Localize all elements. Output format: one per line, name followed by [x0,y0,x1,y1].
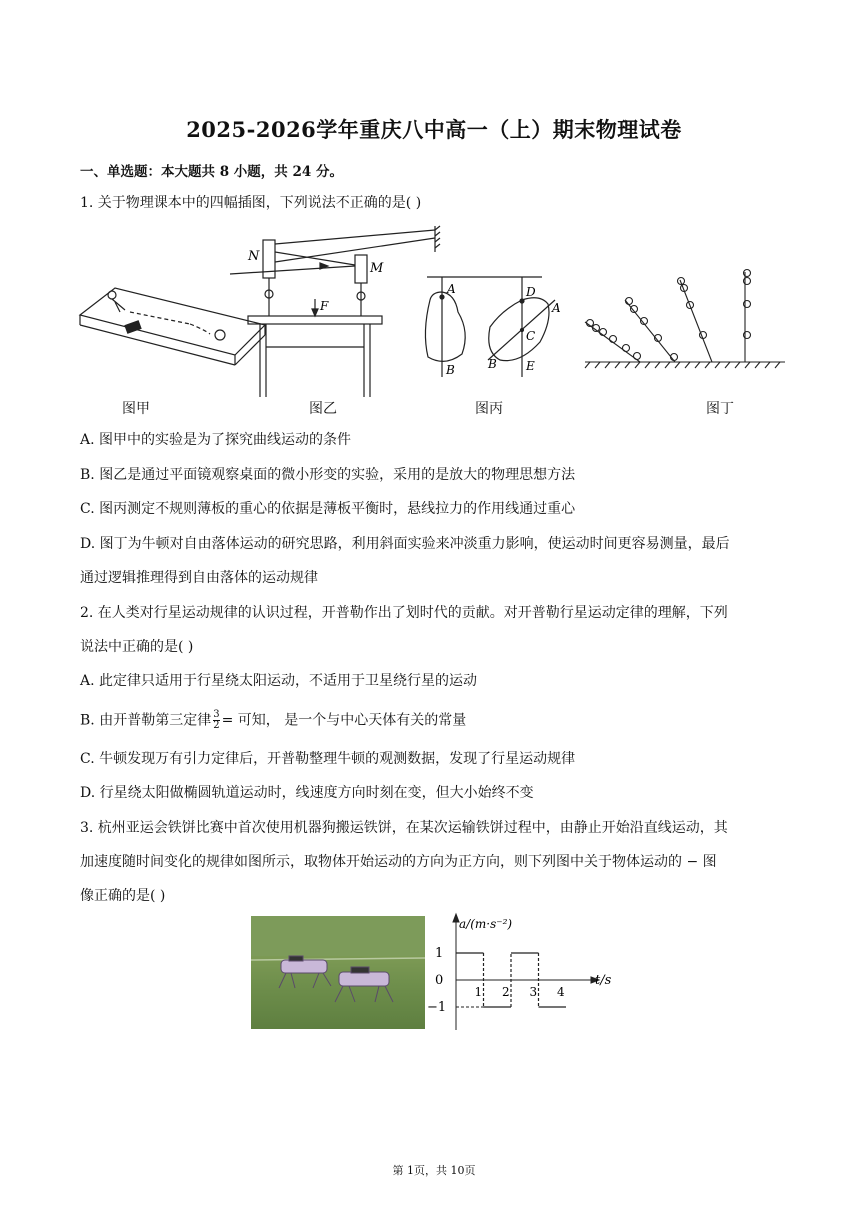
page-title: 2025-2026学年重庆八中高一（上）期末物理试卷 [186,117,682,142]
figure-yi [230,226,440,397]
x-tick-label: 3 [529,985,538,999]
x-axis-label: t/s [595,973,612,988]
label-E: E [526,359,535,373]
page-footer: 第 1页，共 10页 [392,1164,476,1177]
caption-jia: 图甲 [122,401,150,417]
x-tick-label: 2 [502,985,510,999]
q2-option-b-prefix: B. 由开普勒第三定律 [80,712,212,729]
section-heading: 一、单选题：本大题共 8 小题，共 24 分。 [80,164,343,180]
q1-option-b: B. 图乙是通过平面镜观察桌面的微小形变的实验，采用的是放大的物理思想方法 [80,467,576,483]
q1-option-d: D. 图丁为牛顿对自由落体运动的研究思路，利用斜面实验来冲淡重力影响，使运动时间更容易测量，最后 [80,536,730,552]
q2-option-c: C. 牛顿发现万有引力定律后，开普勒整理牛顿的观测数据，发现了行星运动规律 [80,751,576,767]
q2-option-a: A. 此定律只适用于行星绕太阳运动，不适用于卫星绕行星的运动 [80,673,478,689]
label-F: F [320,299,329,313]
label-M: M [370,261,384,276]
label-A2: A [552,301,561,315]
x-tick-label: 4 [557,985,565,999]
label-B1: B [446,363,455,377]
caption-yi: 图乙 [309,401,337,417]
y-tick-label: −1 [427,1000,447,1015]
label-B2: B [488,357,497,371]
caption-bing: 图丙 [475,401,503,417]
robot-dog-2 [335,967,393,1002]
q3-stem: 3. 杭州亚运会铁饼比赛中首次使用机器狗搬运铁饼，在某次运输铁饼过程中，由静止开始沿直线运动，其 [80,820,728,836]
fraction-numerator: 3 [213,709,220,720]
y-tick-label: 0 [435,973,444,988]
q1-figures [70,222,800,397]
label-A1: A [447,282,456,296]
label-D: D [526,285,536,299]
caption-ding: 图丁 [706,401,734,417]
q1-option-d-cont: 通过逻辑推理得到自由落体的运动规律 [80,570,318,586]
q2-option-b [80,710,790,731]
figure-jia [80,288,265,365]
q3-stem-end: 像正确的是( ) [80,888,166,904]
q1-option-a: A. 图甲中的实验是为了探究曲线运动的条件 [80,432,352,448]
robot-dog-1 [279,956,331,988]
label-N: N [248,249,260,264]
q2-stem-cont: 说法中正确的是( ) [80,639,194,655]
q1-stem: 1. 关于物理课本中的四幅插图，下列说法不正确的是( ) [80,195,422,211]
q2-option-b-fraction [213,710,219,731]
q3-stem-cont: 加速度随时间变化的规律如图所示，取物体开始运动的方向为正方向，则下列图中关于物体运动的 − 图 [80,854,717,870]
robot-dog-photo [251,916,425,1029]
q2-option-d: D. 行星绕太阳做椭圆轨道运动时，线速度方向时刻在变，但大小始终不变 [80,785,534,801]
label-C: C [526,329,536,343]
y-axis-label: a/(m·s⁻²) [459,917,513,931]
figure-ding [585,270,785,369]
q2-stem: 2. 在人类对行星运动规律的认识过程，开普勒作出了划时代的贡献。对开普勒行星运动定律的理解，下列 [80,605,728,621]
y-tick-label: 1 [435,946,444,961]
x-tick-label: 1 [474,985,483,999]
acceleration-time-graph [425,912,625,1037]
q1-option-c: C. 图丙测定不规则薄板的重心的依据是薄板平衡时，悬线拉力的作用线通过重心 [80,501,576,517]
q2-option-b-suffix: 可知， 是一个与中心天体有关的常量 [237,712,467,729]
q2-option-b-equals: = [221,712,234,729]
fraction-denominator: 2 [213,720,220,731]
